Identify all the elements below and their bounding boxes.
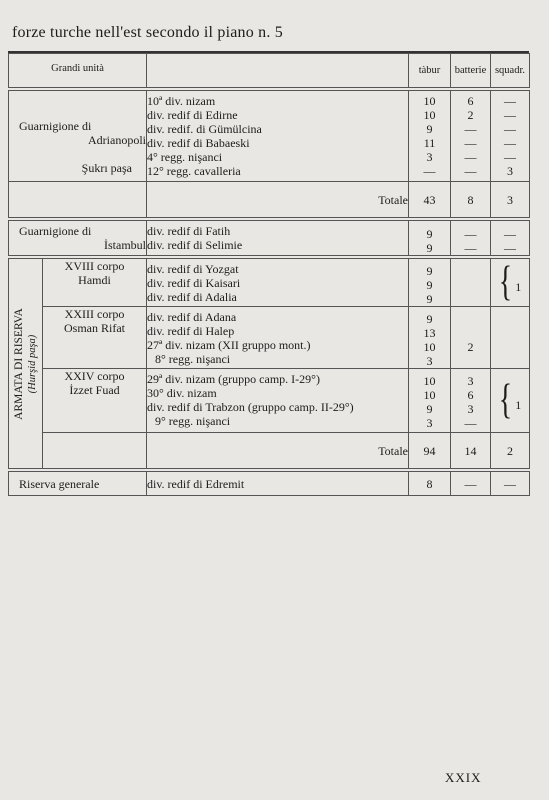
squadr-cell: — [504,227,516,241]
riserva-total-row [9,433,530,469]
list-item: div. redif di Adalia [147,290,237,304]
brace-icon: { [498,376,513,423]
list-item: div. redif di Selimie [147,238,243,252]
batterie-cell: — [464,241,477,255]
squadr-cell: 3 [507,164,513,178]
batterie-cell: 6 [467,388,474,402]
batterie-cell [451,312,490,326]
generale-batterie: — [451,472,491,496]
list-item: 30° div. nizam [147,386,217,400]
riserva-generale-row [9,472,530,496]
list-item: div. redif di Yozgat [147,262,239,276]
totale-squadr: 3 [491,182,530,218]
tabur-cell: 13 [423,326,436,340]
tabur-cell: 9 [426,241,433,255]
riserva-vertical-label: ARMATA DI RISERVA [12,307,25,420]
tabur-cell: 10 [423,108,436,122]
batterie-cell: — [464,164,477,178]
tabur-cell: 9 [426,122,433,136]
batterie-cell: — [464,150,477,164]
list-item: div. redif di Trabzon (gruppo camp. II-29°) [147,400,354,414]
header-unit: Grandi unità [9,54,147,88]
header-blank [147,54,409,88]
batterie-cell: 2 [467,340,474,354]
list-item: 12° regg. cavalleria [147,164,241,178]
totale-batterie: 8 [451,182,491,218]
istambul-label1: Guarnigione di [19,224,92,238]
batterie-cell: — [464,122,477,136]
batterie-cell: 3 [467,402,474,416]
totale-tabur: 94 [409,433,451,469]
squadr-cell: — [504,241,516,255]
list-item: 29ª div. nizam (gruppo camp. I-29°) [147,372,320,386]
list-item: div. redif di Adana [147,310,237,324]
corps-xxiii [9,307,530,369]
riserva-vertical [9,259,43,469]
squadr-cell: 1 [515,279,522,294]
header-tabur: tàbur [409,54,451,88]
corps-xxiv [9,369,530,433]
header-squadr: squadr. [491,54,530,88]
page-title: forze turche nell'est secondo il piano n. 5 [12,24,283,41]
tabur-cell: 9 [426,264,433,278]
batterie-cell: 6 [467,94,474,108]
squadr-cell: — [504,94,516,108]
tabur-cell: 3 [426,150,433,164]
list-item: 4° regg. nişanci [147,150,223,164]
batterie-cell [451,326,490,340]
tabur-cell: 9 [426,292,433,306]
page-number: XXIX [445,770,482,785]
tabur-cell: — [423,164,436,178]
squadr-cell: — [504,136,516,150]
batterie-cell: — [464,416,477,430]
tabur-cell: 9 [426,227,433,241]
riserva-vertical-sub: (Hurşid paşa) [26,334,38,393]
tabur-cell: 3 [426,416,433,430]
tabur-cell: 11 [423,136,436,150]
list-item: div. redif. di Gümülcina [147,122,262,136]
batterie-cell: 3 [467,374,474,388]
batterie-cell: 2 [467,108,474,122]
corps-commander: Hamdi [78,273,111,287]
tabur-cell: 10 [423,388,436,402]
totale-squadr: 2 [491,433,530,469]
list-item: div. redif di Halep [147,324,235,338]
istambul-block [9,221,530,256]
tabur-cell: 10 [423,374,436,388]
list-item: 9° regg. nişanci [155,414,231,428]
generale-label: Riserva generale [9,472,147,496]
tabur-cell: 10 [423,340,436,354]
forces-table [8,53,530,496]
corps-name: XXIII corpo [64,307,125,321]
list-item: div. redif di Babaeski [147,136,250,150]
brace-icon: { [498,258,513,305]
list-item: div. redif di Fatih [147,224,231,238]
batterie-cell: — [464,227,477,241]
list-item: div. redif di Edirne [147,108,238,122]
list-item: 8° regg. nişanci [155,352,231,366]
list-item: 27ª div. nizam (XII gruppo mont.) [147,338,311,352]
generale-squadr: — [491,472,530,496]
adrianopoli-block [9,91,530,182]
squadr-cell: — [504,122,516,136]
corps-commander: Osman Rifat [64,321,125,335]
adrianopoli-label2: Adrianopoli [88,133,146,147]
batterie-cell: — [464,136,477,150]
tabur-cell: 9 [426,278,433,292]
list-item: div. redif di Kaisari [147,276,241,290]
list-item: 10ª div. nizam [147,94,216,108]
header-batterie: batterie [451,54,491,88]
tabur-cell: 9 [426,402,433,416]
batterie-cell [451,354,490,368]
tabur-cell: 9 [426,312,433,326]
adrianopoli-total-row [9,182,530,218]
totale-batterie: 14 [451,433,491,469]
totale-tabur: 43 [409,182,451,218]
adrianopoli-commander: Şukrı paşa [81,161,132,175]
tabur-cell: 10 [423,94,436,108]
totale-label: Totale [147,433,409,469]
istambul-label2: İstambul [104,238,146,252]
generale-unit: div. redif di Edremit [147,472,409,496]
squadr-cell: 1 [515,397,522,412]
squadr-cell: — [504,150,516,164]
adrianopoli-label1: Guarnigione di [19,119,92,133]
totale-label: Totale [147,182,409,218]
corps-name: XVIII corpo [64,259,125,273]
generale-tabur: 8 [409,472,451,496]
squadr-cell: — [504,108,516,122]
tabur-cell: 3 [426,354,433,368]
corps-commander: İzzet Fuad [69,383,120,397]
corps-xviii [9,259,530,307]
corps-name: XXIV corpo [64,369,125,383]
